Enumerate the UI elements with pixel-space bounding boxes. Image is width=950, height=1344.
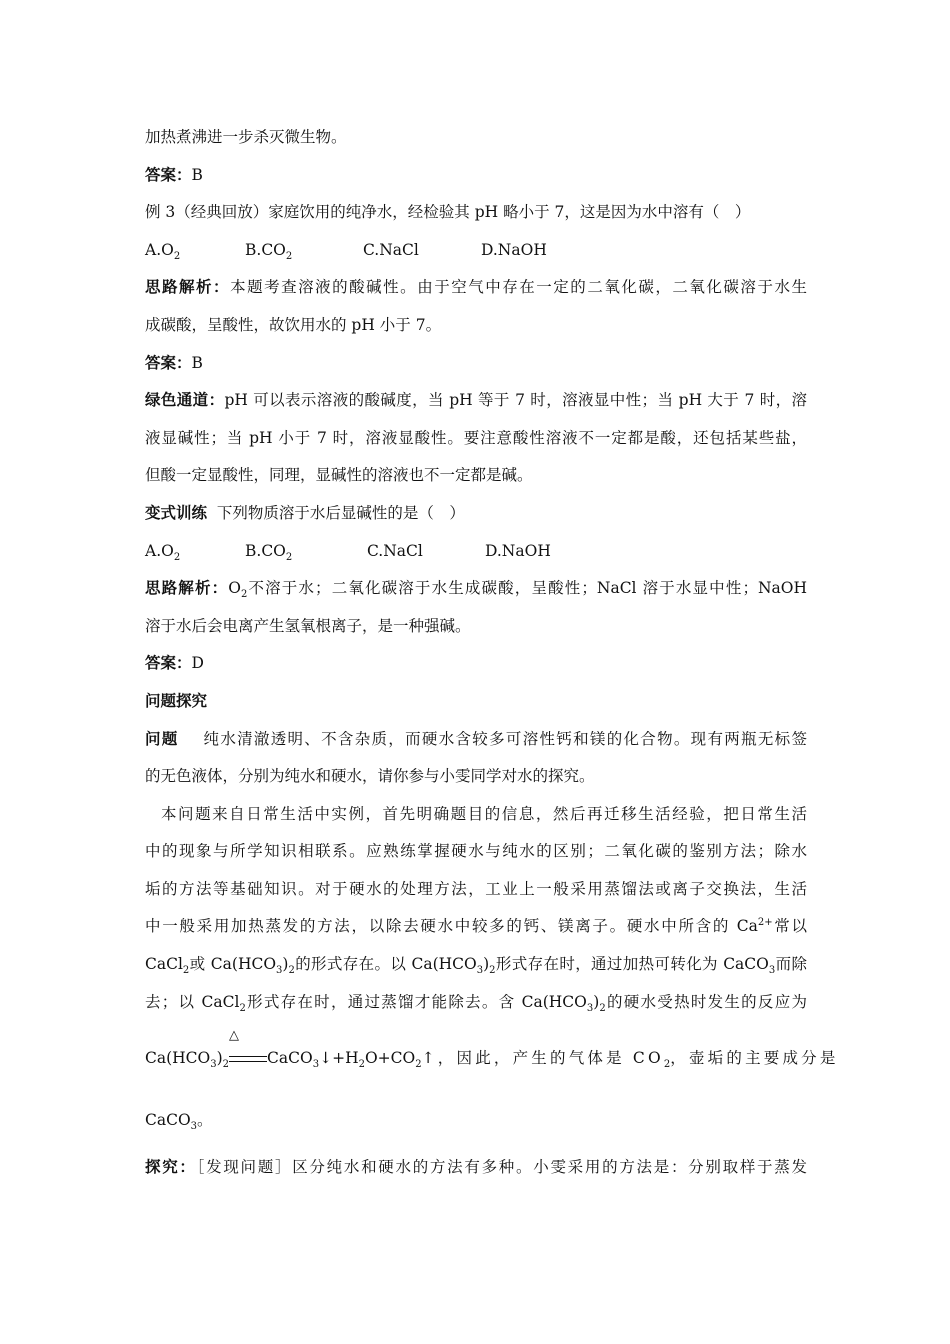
options-line [145, 536, 807, 574]
option-c: C.NaCl [363, 240, 419, 259]
reaction-equation: $Ca(HCO_3)_2$ △ $CaCO_3↓+H_2O+CO_2↑$，因此，产生的气体是 $CO_2$，壶垢的主要成分是 [145, 1028, 839, 1071]
green-channel-continued: 但酸一定显酸性，同理，显碱性的溶液也不一定都是碱。 [145, 466, 533, 485]
option-a: $A.O_2$ [145, 240, 181, 262]
text-line [145, 122, 807, 160]
answer-label: 答案： [145, 352, 192, 372]
answer-value: B [191, 353, 203, 372]
variant-question: 变式训练 下列物质溶于水后显碱性的是（ ） [145, 502, 465, 522]
green-channel-line: 绿色通道：pH 可以表示溶液的酸碱度，当 pH 等于 7 时，溶液显中性；当 pH 大于 7 时，溶 [145, 390, 807, 410]
answer-value: D [191, 654, 204, 673]
answer-value: B [191, 165, 203, 184]
green-channel-label: 绿色通道： [145, 390, 225, 410]
paragraph-line: 中一般采用加热蒸发的方法，以除去硬水中较多的钙、镁离子。硬水中所含的 $Ca^{2+}$常以 [145, 917, 807, 936]
paragraph-line: 中的现象与所学知识相联系。应熟练掌握硬水与纯水的区别；二氧化碳的鉴别方法；除水 [145, 842, 807, 861]
analysis-label: 思路解析： [145, 277, 231, 297]
heat-triangle-icon: △ [229, 1028, 240, 1044]
options-line [145, 235, 807, 273]
option-a: $A.O_2$ [145, 541, 181, 563]
analysis-continued: 溶于水后会电离产生氢氧根离子，是一种强碱。 [145, 616, 471, 635]
example-question [145, 197, 807, 235]
option-b: $B.CO_2$ [245, 240, 293, 262]
paragraph-line: 本问题来自日常生活中实例，首先明确题目的信息，然后再迁移生活经验，把日常生活 [161, 804, 807, 823]
answer-label: 答案： [145, 164, 192, 184]
answer-label: 答案： [145, 653, 192, 673]
explore-label: 探究： [145, 1157, 197, 1177]
analysis-label: 思路解析： [145, 578, 229, 598]
double-line-equals [229, 1056, 267, 1062]
question-text: 例 3（经典回放）家庭饮用的纯净水，经检验其 pH 略小于 7，这是因为水中溶有（ ） [145, 203, 751, 222]
option-b: $B.CO_2$ [245, 541, 293, 563]
section-heading: 问题探究 [145, 690, 208, 710]
paragraph-line: CaCl$_2$或 $Ca(HCO_3)_2$的形式存在。以 $Ca(HCO_3)_2$形式存在时，通过加热可转化为 CaCO$_3$而除 [145, 955, 807, 977]
document-body [145, 122, 839, 1190]
analysis-line: 思路解析：$O_2$不溶于水；二氧化碳溶于水生成碳酸，呈酸性；NaCl 溶于水显中性；NaOH [145, 578, 807, 601]
answer-line [145, 648, 807, 686]
option-d: D.NaOH [481, 240, 547, 259]
problem-continued: 的无色液体，分别为纯水和硬水，请你参与小雯同学对水的探究。 [145, 767, 595, 786]
problem-label: 问题 [145, 728, 179, 748]
option-c: C.NaCl [367, 541, 423, 560]
answer-line [145, 348, 807, 386]
answer-line [145, 160, 807, 198]
analysis-continued: 成碳酸，呈酸性，故饮用水的 pH 小于 7。 [145, 315, 442, 334]
problem-line: 问题 纯水清澈透明、不含杂质，而硬水含较多可溶性钙和镁的化合物。现有两瓶无标签 [145, 728, 807, 748]
analysis-line: 思路解析：本题考查溶液的酸碱性。由于空气中存在一定的二氧化碳，二氧化碳溶于水生 [145, 277, 807, 297]
paragraph-line: 垢的方法等基础知识。对于硬水的处理方法，工业上一般采用蒸馏法或离子交换法，生活 [145, 879, 807, 898]
paragraph-line: 去；以 CaCl$_2$形式存在时，通过蒸馏才能除去。含 $Ca(HCO_3)_2$的硬水受热时发生的反应为 [145, 992, 807, 1014]
heat-condition-mark [229, 1028, 267, 1063]
option-d: D.NaOH [485, 541, 551, 560]
green-channel-continued: 液显碱性；当 pH 小于 7 时，溶液显酸性。要注意酸性溶液不一定都是酸，还包括某些盐， [145, 428, 807, 447]
variant-label: 变式训练 [145, 502, 208, 522]
text: 加热煮沸进一步杀灭微生物。 [145, 128, 347, 146]
paragraph-line: CaCO$_3$。 [145, 1111, 213, 1133]
explore-line: 探究：［发现问题］区分纯水和硬水的方法有多种。小雯采用的方法是：分别取样于蒸发 [145, 1157, 807, 1177]
